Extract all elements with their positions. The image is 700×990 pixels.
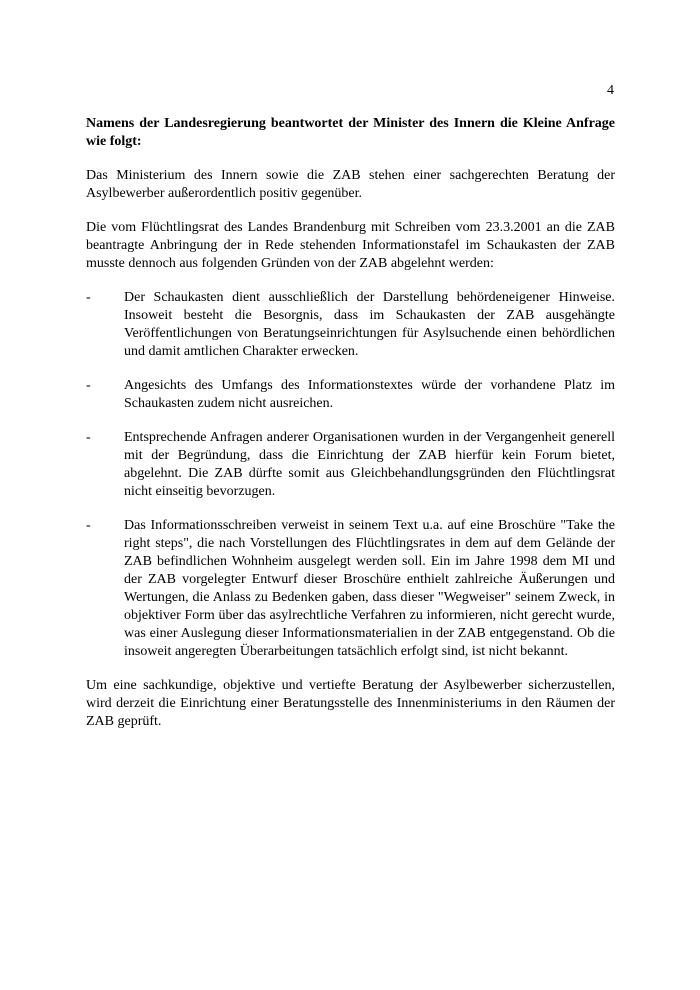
list-item-text: Angesichts des Umfangs des Informationstextes würde der vorhandene Platz im Schaukasten zudem nicht ausreichen. [124, 378, 615, 411]
list-item [86, 377, 615, 413]
closing-paragraph: Um eine sachkundige, objektive und vertiefte Beratung der Asylbewerber sicherzustellen, wird derzeit die Einrichtung einer Beratungsstelle des Innenministeriums in den Räumen der ZAB geprüft. [86, 678, 615, 729]
reasons-list [86, 289, 615, 661]
list-item [86, 289, 615, 361]
list-item-text: Das Informationsschreiben verweist in seinem Text u.a. auf eine Broschüre "Take the right steps", die nach Vorstellungen des Flüchtlingsrates in dem auf dem Gelände der ZAB befindlichen Wohnheim ausgelegt werden soll. Ein im Jahre 1998 dem MI und der ZAB vorgelegter Entwurf dieser Broschüre enthielt zahlreiche Äußerungen und Wertungen, die Anlass zu Bedenken gaben, dass dieser "Wegweiser" seinem Zweck, in objektiver Form über das asylrechtliche Verfahren zu informieren, nicht gerecht wurde, was einer Auslegung dieser Informationsmaterialien in der ZAB entgegenstand. Ob die insoweit angeregten Überarbeitungen tatsächlich erfolgt sind, ist nicht bekannt. [124, 518, 615, 659]
list-bullet: - [86, 378, 91, 393]
answer-heading: Namens der Landesregierung beantwortet der Minister des Innern die Kleine Anfrage wie folgt: [86, 116, 615, 149]
list-bullet: - [86, 430, 91, 445]
document-body [86, 115, 615, 747]
page-number: 4 [607, 83, 614, 98]
paragraph-request-rejected: Die vom Flüchtlingsrat des Landes Brandenburg mit Schreiben vom 23.3.2001 an die ZAB beantragte Anbringung der in Rede stehenden Informationstafel im Schaukasten der ZAB musste dennoch aus folgenden Gründen von der ZAB abgelehnt werden: [86, 220, 615, 271]
list-bullet: - [86, 290, 91, 305]
list-bullet: - [86, 518, 91, 533]
list-item [86, 429, 615, 501]
list-item-text: Der Schaukasten dient ausschließlich der Darstellung behördeneigener Hinweise. Insoweit besteht die Besorgnis, dass im Schaukasten der ZAB ausgehängte Veröffentlichungen von Beratungseinrichtungen für Asylsuchende einen behördlichen und damit amtlichen Charakter erwecken. [124, 290, 615, 359]
list-item [86, 517, 615, 661]
paragraph-ministry-position: Das Ministerium des Innern sowie die ZAB stehen einer sachgerechten Beratung der Asylbewerber außerordentlich positiv gegenüber. [86, 168, 615, 201]
list-item-text: Entsprechende Anfragen anderer Organisationen wurden in der Vergangenheit generell mit der Begründung, dass die Einrichtung der ZAB hierfür kein Forum bietet, abgelehnt. Die ZAB dürfte somit aus Gleichbehandlungsgründen den Flüchtlingsrat nicht einseitig bevorzugen. [124, 430, 615, 499]
